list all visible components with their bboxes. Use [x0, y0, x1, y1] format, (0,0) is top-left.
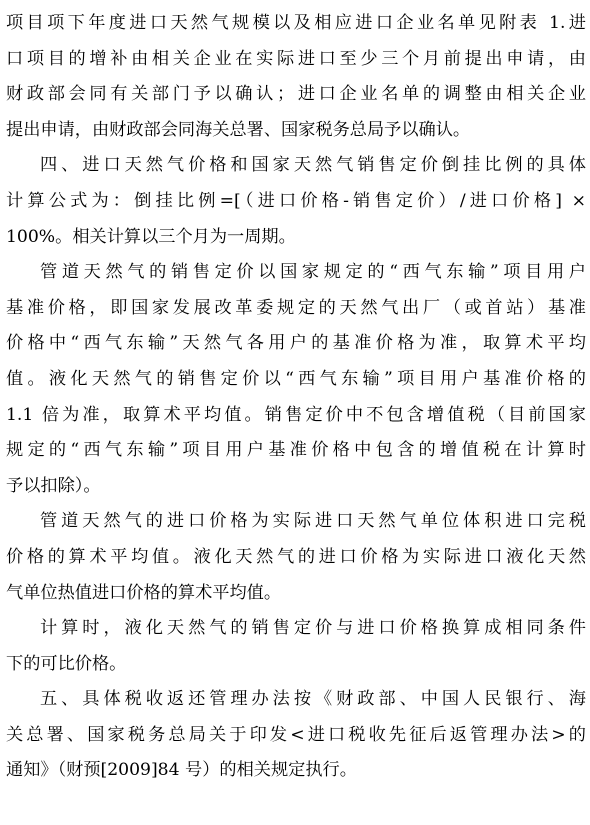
- text-line: 财政部会同有关部门予以确认；进口企业名单的调整由相关企业: [6, 84, 586, 105]
- text-line: 计算公式为：倒挂比例=[（进口价格-销售定价）/进口价格] ×: [6, 190, 586, 211]
- text-line: 提出申请，由财政部会同海关总署、国家税务总局予以确认。: [6, 119, 471, 140]
- text-line: 值。液化天然气的销售定价以“西气东输”项目用户基准价格的: [6, 368, 586, 389]
- text-line: 关总署、国家税务总局关于印发<进口税收先征后返管理办法>的: [6, 724, 586, 745]
- text-line: 1.1 倍为准，取算术平均值。销售定价中不包含增值税（目前国家: [6, 404, 586, 425]
- paragraph-sales-price: [6, 255, 586, 504]
- text-line: 管道天然气的销售定价以国家规定的“西气东输”项目用户: [40, 262, 586, 283]
- text-line: 项目项下年度进口天然气规模以及相应进口企业名单见附表 1.进: [6, 13, 586, 33]
- text-line: 四、进口天然气价格和国家天然气销售定价倒挂比例的具体: [40, 155, 586, 176]
- paragraph-import-list: [6, 6, 586, 148]
- document-body: [6, 6, 586, 789]
- paragraph-conversion: [6, 611, 586, 682]
- text-line: 基准价格，即国家发展改革委规定的天然气出厂（或首站）基准: [6, 297, 586, 318]
- text-line: 口项目的增补由相关企业在实际进口至少三个月前提出申请，由: [6, 48, 586, 69]
- paragraph-ratio-formula: [6, 148, 586, 255]
- text-line: 五、具体税收返还管理办法按《财政部、中国人民银行、海: [40, 689, 586, 710]
- text-line: 价格的算术平均值。液化天然气的进口价格为实际进口液化天然: [6, 546, 586, 567]
- text-line: 下的可比价格。: [6, 653, 127, 674]
- text-line: 计算时，液化天然气的销售定价与进口价格换算成相同条件: [40, 618, 586, 639]
- text-line: 100%。相关计算以三个月为一周期。: [6, 226, 296, 247]
- text-line: 规定的“西气东输”项目用户基准价格中包含的增值税在计算时: [6, 440, 586, 461]
- text-line: 予以扣除）。: [6, 475, 101, 496]
- text-line: 气单位热值进口价格的算术平均值。: [6, 582, 282, 603]
- paragraph-tax-refund: [6, 682, 586, 789]
- paragraph-import-price: [6, 504, 586, 611]
- text-line: 管道天然气的进口价格为实际进口天然气单位体积进口完税: [40, 511, 586, 532]
- text-line: 价格中“西气东输”天然气各用户的基准价格为准，取算术平均: [6, 333, 586, 354]
- text-line: 通知》（财预[2009]84 号）的相关规定执行。: [6, 760, 357, 781]
